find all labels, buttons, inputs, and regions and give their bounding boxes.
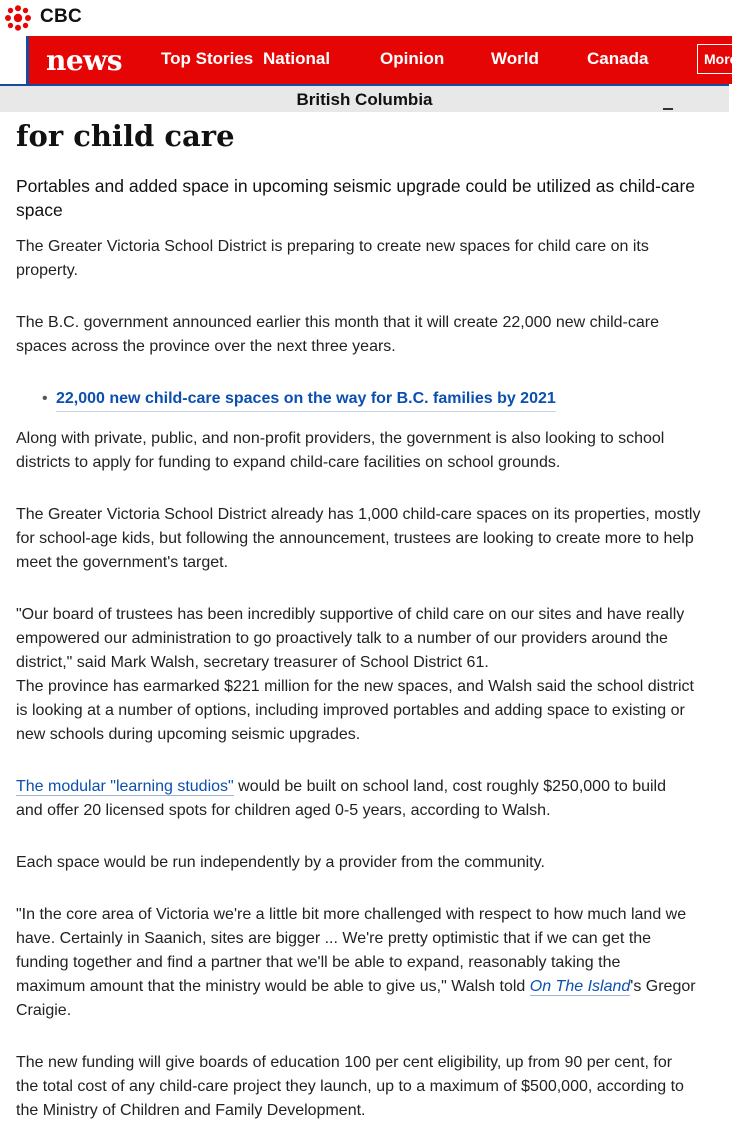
nav-opinion[interactable]: Opinion xyxy=(380,49,445,68)
paragraph-6: The modular "learning studios" would be built on school land, cost roughly $250,000 to build and offer 20 licensed spots for children aged 0-5 years, according to Walsh. xyxy=(16,778,666,819)
cbc-gem-icon[interactable] xyxy=(4,5,32,31)
paragraph-3: Along with private, public, and non-profit providers, the government is also looking to school districts to apply for funding to expand child-care facilities on school grounds. xyxy=(16,430,665,471)
on-the-island-link[interactable]: On The Island xyxy=(529,978,631,995)
article-deck: Portables and added space in upcoming seismic upgrade could be utilized as child-care space xyxy=(16,176,696,220)
bullet-dot: • xyxy=(42,390,48,407)
paragraph-9: The new funding will give boards of education 100 per cent eligibility, up from 90 per cent, for the total cost of any child-care project they launch, up to a maximum of $500,000, according to the Ministry of Children and Family Development. xyxy=(16,1054,684,1119)
main-nav xyxy=(26,36,737,84)
section-title[interactable]: British Columbia xyxy=(296,90,433,109)
nav-canada[interactable]: Canada xyxy=(587,49,649,68)
nav-national[interactable]: National xyxy=(263,49,331,68)
nav-more-button[interactable]: More xyxy=(697,44,737,74)
cbc-header xyxy=(0,0,729,36)
nav-top-stories[interactable]: Top Stories xyxy=(161,49,254,68)
paragraph-4: The Greater Victoria School District already has 1,000 child-care spaces on its properties, mostly for school-age kids, but following the announcement, trustees are looking to create more to help meet the government's target. xyxy=(16,506,701,571)
nav-world[interactable]: World xyxy=(491,49,539,68)
paragraph-2: The B.C. government announced earlier this month that it will create 22,000 new child-care spaces across the province over the next three years. xyxy=(16,314,660,355)
paragraph-8: "In the core area of Victoria we're a little bit more challenged with respect to how much land we have. Certainly in Saanich, sites are bigger ... We're pretty optimistic that if we can get the funding together and find a partner that we'll be able to expand, reasonably taking the maximum amount that the ministry would be able to give us," Walsh told On The Island's Gregor Craigie. xyxy=(16,906,696,1019)
paragraph-1: The Greater Victoria School District is preparing to create new spaces for child care on its property. xyxy=(16,238,649,279)
headline-fragment xyxy=(663,108,673,110)
learning-studios-link[interactable]: The modular "learning studios" xyxy=(16,778,234,795)
news-logo[interactable]: news xyxy=(46,44,123,77)
paragraph-5: "Our board of trustees has been incredibly supportive of child care on our sites and have really empowered our administration to go proactively talk to a number of our providers around the district," said Mark Walsh, secretary treasurer of School District 61. The province has earmarked $221 million for the new spaces, and Walsh said the school district is looking at a number of options, including improved portables and adding space to existing or new schools during upcoming seismic upgrades. xyxy=(16,606,694,743)
related-story-link[interactable]: 22,000 new child-care spaces on the way for B.C. families by 2021 xyxy=(56,387,556,412)
section-bar xyxy=(0,84,729,112)
article-headline: for child care xyxy=(16,119,235,153)
paragraph-7: Each space would be run independently by a provider from the community. xyxy=(16,854,545,871)
cbc-wordmark[interactable]: CBC xyxy=(40,6,83,27)
